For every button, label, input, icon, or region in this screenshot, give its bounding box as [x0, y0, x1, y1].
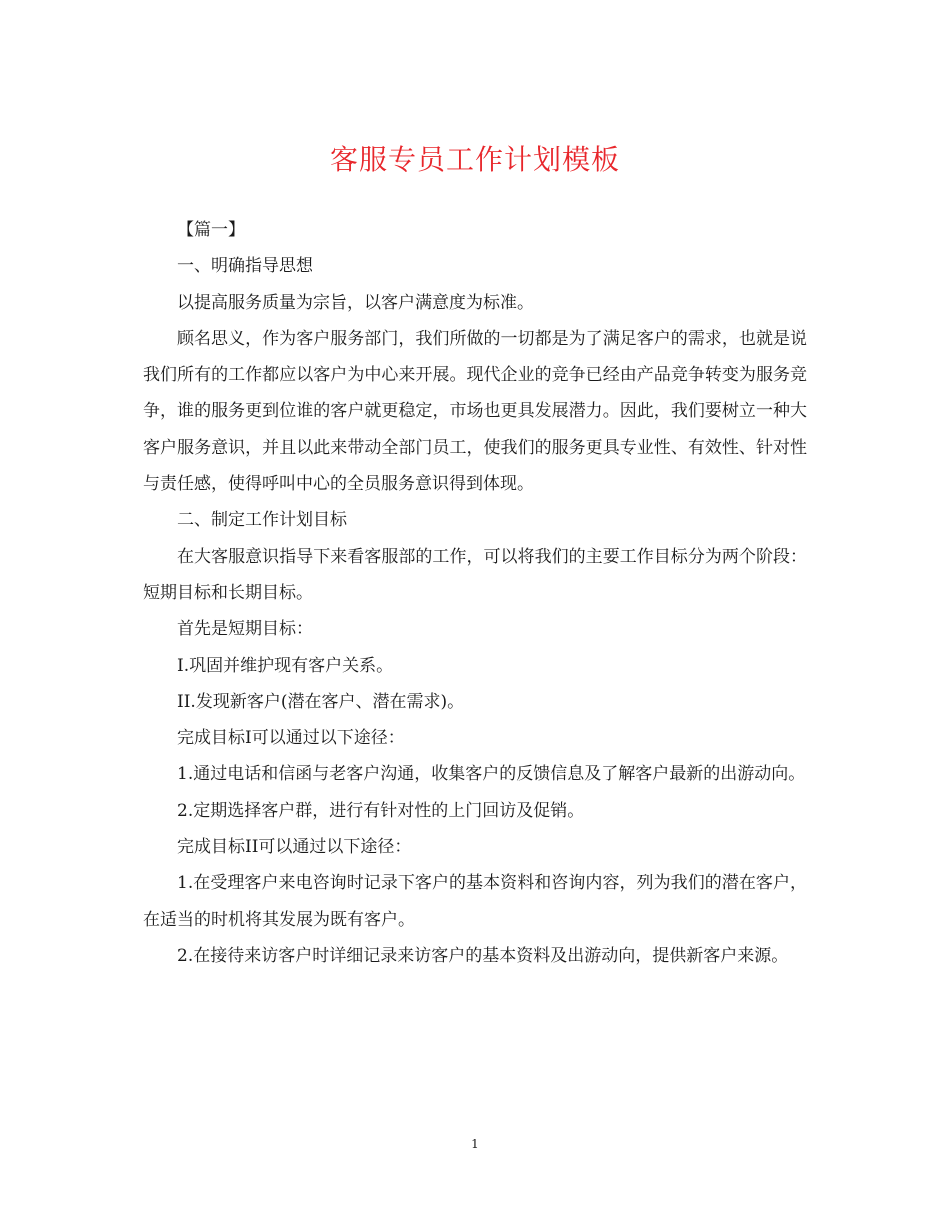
paragraph: 首先是短期目标： [177, 619, 313, 640]
paragraph: 完成目标I可以通过以下途径： [177, 728, 405, 749]
paragraph: 完成目标II可以通过以下途径： [177, 837, 412, 858]
heading-work-goals: 二、制定工作计划目标 [177, 510, 347, 531]
list-item: 1.通过电话和信函与老客户沟通，收集客户的反馈信息及了解客户最新的出游动向。 [177, 764, 806, 785]
section-label: 【篇一】 [177, 220, 245, 240]
paragraph: 顾名思义，作为客户服务部门，我们所做的一切都是为了满足客户的需求，也就是说我们所有的工作都应以客户为中心来开展。现代企业的竞争已经由产品竞争转变为服务竞争，谁的服务更到位谁的客户就更稳定，市场也更具发展潜力。因此，我们要树立一种大客户服务意识，并且以此来带动全部门员工，使我们的服务更具专业性、有效性、针对性与责任感，使得呼叫中心的全员服务意识得到体现。 [143, 328, 807, 495]
list-item: 1.在受理客户来电咨询时记录下客户的基本资料和咨询内容，列为我们的潜在客户，在适当的时机将其发展为既有客户。 [143, 873, 807, 930]
list-item: 2.定期选择客户群，进行有针对性的上门回访及促销。 [177, 800, 585, 821]
list-item: II.发现新客户(潜在客户、潜在需求)。 [177, 691, 465, 712]
list-item: I.巩固并维护现有客户关系。 [177, 655, 394, 676]
page-number: 1 [471, 1137, 479, 1151]
document-body [143, 212, 807, 974]
paragraph: 在大客服意识指导下来看客服部的工作，可以将我们的主要工作目标分为两个阶段：短期目标和长期目标。 [143, 546, 807, 603]
paragraph: 以提高服务质量为宗旨，以客户满意度为标准。 [177, 292, 534, 313]
list-item: 2.在接待来访客户时详细记录来访客户的基本资料及出游动向，提供新客户来源。 [177, 945, 789, 966]
document-title: 客服专员工作计划模板 [329, 143, 620, 176]
heading-guiding-idea: 一、明确指导思想 [177, 256, 313, 277]
